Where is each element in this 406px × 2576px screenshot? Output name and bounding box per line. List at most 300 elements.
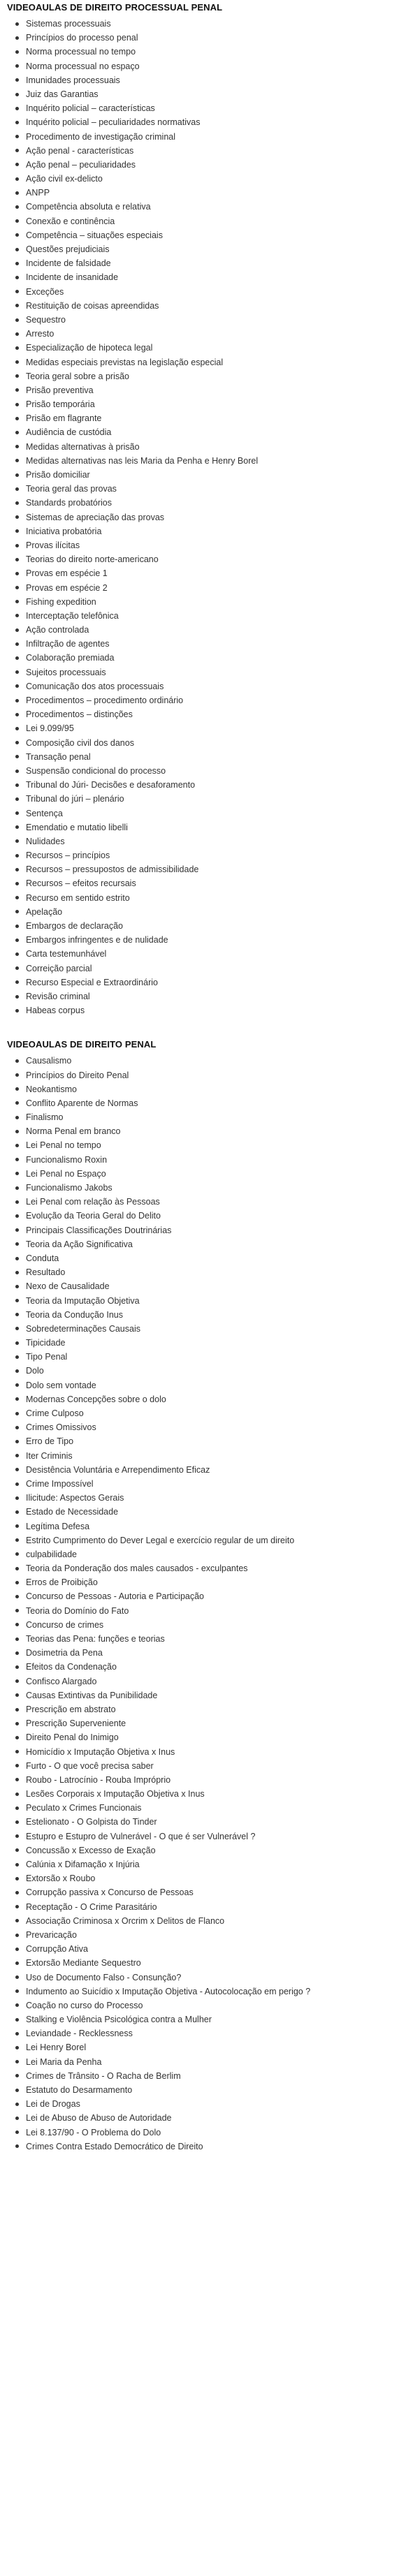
list-item (15, 59, 406, 73)
list-item (15, 707, 406, 721)
list-item (15, 1971, 406, 1985)
list-item (15, 1195, 406, 1209)
lesson-title: Teorias das Pena: funções e teorias (26, 1634, 165, 1644)
list-item (15, 1561, 406, 1575)
lesson-title: Dolo sem vontade (26, 1380, 96, 1390)
list-item (15, 369, 406, 383)
list-item (15, 1589, 406, 1603)
lesson-title: Lei Henry Borel (26, 2043, 87, 2053)
list-item (15, 1632, 406, 1646)
lesson-title: Recursos – pressupostos de admissibilidade (26, 864, 199, 875)
list-item (15, 1575, 406, 1589)
list-item (15, 764, 406, 778)
lesson-title: Associação Criminosa x Orcrim x Delitos de Flanco (26, 1915, 225, 1926)
lesson-title: Procedimentos – procedimento ordinário (26, 695, 184, 705)
list-item (15, 1716, 406, 1730)
lesson-title: Tipicidade (26, 1338, 66, 1348)
lesson-title: Iniciativa probatória (26, 526, 102, 536)
lesson-title: culpabilidade (26, 1549, 77, 1559)
lesson-title: Recursos – princípios (26, 851, 110, 861)
lesson-title: Revisão criminal (26, 991, 90, 1001)
list-item (15, 186, 406, 200)
list-item (15, 468, 406, 482)
list-item (15, 2040, 406, 2054)
list-item (15, 313, 406, 327)
list-item (15, 2012, 406, 2026)
list-item (15, 482, 406, 496)
list-item (15, 1533, 406, 1547)
list-item (15, 1308, 406, 1322)
lesson-title: Corrupção Ativa (26, 1944, 88, 1955)
list-item (15, 1110, 406, 1124)
lesson-title: Desistência Voluntária e Arrependimento Eficaz (26, 1464, 210, 1475)
list-item (15, 285, 406, 299)
list-item (15, 1505, 406, 1519)
lesson-title: Corrupção passiva x Concurso de Pessoas (26, 1887, 194, 1898)
section-title: VIDEOAULAS DE DIREITO PROCESSUAL PENAL (7, 2, 223, 13)
list-item (15, 341, 406, 355)
lesson-title: Lei Maria da Penha (26, 2056, 102, 2067)
list-item (15, 1294, 406, 1308)
lesson-title: Modernas Concepções sobre o dolo (26, 1394, 166, 1404)
lesson-title: Norma processual no tempo (26, 47, 136, 57)
lesson-title: Extorsão Mediante Sequestro (26, 1958, 141, 1968)
list-item (15, 1801, 406, 1815)
section-processual-penal (7, 1, 406, 1017)
list-item (15, 411, 406, 425)
list-item (15, 144, 406, 158)
lesson-title: Medidas alternativas nas leis Maria da Penha e Henry Borel (26, 455, 259, 466)
list-item (15, 1449, 406, 1463)
list-item (15, 17, 406, 31)
list-item (15, 425, 406, 439)
list-item (15, 1138, 406, 1152)
lesson-title: Teoria da Imputação Objetiva (26, 1295, 140, 1306)
lesson-title: Lei 8.137/90 - O Problema do Dolo (26, 2127, 161, 2137)
list-item (15, 158, 406, 172)
lesson-title: Lei Penal no tempo (26, 1140, 101, 1151)
lesson-title: Tribunal do Júri- Decisões e desaforamento (26, 780, 196, 790)
lesson-title: Iter Criminis (26, 1450, 73, 1461)
list-item (15, 2069, 406, 2083)
lesson-title: Emendatio e mutatio libelli (26, 822, 128, 832)
lesson-title: Questões prejudiciais (26, 244, 110, 254)
list-item (15, 665, 406, 679)
list-item (15, 440, 406, 454)
list-item (15, 1434, 406, 1448)
list-item (15, 933, 406, 947)
lesson-title: Arresto (26, 329, 55, 339)
lesson-title: Recurso Especial e Extraordinário (26, 977, 158, 987)
list-item (15, 848, 406, 862)
lesson-title: Lei Penal no Espaço (26, 1168, 106, 1179)
lesson-title: Calúnia x Difamação x Injúria (26, 1860, 140, 1869)
list-item (15, 101, 406, 115)
lesson-title: Finalismo (26, 1112, 64, 1123)
list-item (15, 1660, 406, 1674)
list-item (15, 1124, 406, 1138)
list-item (15, 1942, 406, 1956)
lesson-title: Lei Penal com relação às Pessoas (26, 1197, 160, 1207)
list-item (15, 566, 406, 580)
list-item (15, 1618, 406, 1632)
lesson-title: Ação civil ex-delicto (26, 174, 103, 184)
lesson-title: Sentença (26, 808, 63, 818)
lesson-title: Efeitos da Condenação (26, 1662, 117, 1672)
lesson-title: Inquérito policial – peculiaridades normativas (26, 117, 201, 128)
lesson-title: Norma processual no espaço (26, 61, 140, 71)
list-item (15, 130, 406, 144)
list-item (15, 1420, 406, 1434)
list-item (15, 115, 406, 129)
lesson-title: Sistemas processuais (26, 19, 111, 29)
lesson-title: Coação no curso do Processo (26, 2000, 143, 2010)
list-item (15, 736, 406, 750)
lesson-title: Crimes Contra Estado Democrático de Direito (26, 2141, 203, 2151)
list-item (15, 750, 406, 764)
list-item (15, 2140, 406, 2154)
lesson-title: Sistemas de apreciação das provas (26, 512, 165, 522)
list-item (15, 989, 406, 1003)
section-spacer (7, 1017, 406, 1038)
list-item (15, 976, 406, 989)
lesson-title: Concussão x Excesso de Exação (26, 1845, 156, 1855)
lesson-title: Exceções (26, 286, 64, 297)
lesson-title: Prisão temporária (26, 399, 95, 410)
lesson-title: Teoria geral sobre a prisão (26, 371, 129, 381)
list-item (15, 383, 406, 397)
lesson-title: Neokantismo (26, 1084, 77, 1094)
list-item (15, 228, 406, 242)
list-item (15, 891, 406, 905)
lesson-title: Medidas especiais previstas na legislação especial (26, 357, 224, 367)
list-item (15, 1406, 406, 1420)
lesson-title: Conduta (26, 1253, 59, 1263)
lesson-title: Homicídio x Imputação Objetiva x Inus (26, 1746, 175, 1757)
lesson-title: Crime Culposo (26, 1408, 84, 1418)
list-item (15, 807, 406, 820)
course-list-page (7, 1, 406, 2154)
section-title: VIDEOAULAS DE DIREITO PENAL (7, 1039, 157, 1050)
lesson-title: Comunicação dos atos processuais (26, 681, 164, 691)
lesson-title: Lei de Abuso de Abuso de Autoridade (26, 2113, 172, 2124)
lesson-title: Recurso em sentido estrito (26, 892, 130, 903)
lesson-title: Composição civil dos danos (26, 737, 134, 748)
lesson-title: Ação controlada (26, 625, 89, 635)
lesson-title: Habeas corpus (26, 1006, 85, 1016)
list-item (15, 1604, 406, 1618)
list-item (15, 581, 406, 595)
list-item (15, 792, 406, 806)
lesson-title: Principais Classificações Doutrinárias (26, 1225, 172, 1235)
section-direito-penal (7, 1038, 406, 2154)
list-item (15, 45, 406, 59)
list-item (15, 172, 406, 186)
list-item (15, 2111, 406, 2125)
list-item (15, 1985, 406, 1999)
list-item (15, 721, 406, 735)
lesson-title: Sobredeterminações Causais (26, 1323, 140, 1334)
lesson-title: Lei 9.099/95 (26, 723, 74, 734)
list-item (15, 1251, 406, 1265)
lesson-title: Funcionalismo Jakobs (26, 1183, 113, 1193)
list-item (15, 242, 406, 256)
lesson-title: Provas ilícitas (26, 540, 80, 550)
lesson-title: Funcionalismo Roxin (26, 1154, 108, 1165)
list-item (15, 1830, 406, 1843)
list-item (15, 1745, 406, 1759)
list-item (15, 1857, 406, 1871)
list-item (15, 1491, 406, 1505)
list-item (15, 2026, 406, 2040)
lesson-title: Prescrição Superveniente (26, 1718, 126, 1729)
list-item (15, 1773, 406, 1787)
list-item (15, 1477, 406, 1491)
lesson-title: Prevaricação (26, 1929, 77, 1940)
lesson-title: Ação penal - características (26, 145, 134, 156)
list-item (15, 919, 406, 933)
list-item (15, 1928, 406, 1942)
list-item (15, 1675, 406, 1688)
lesson-title: Concurso de crimes (26, 1619, 104, 1630)
list-item (15, 1068, 406, 1082)
list-item (15, 1378, 406, 1392)
list-item (15, 1392, 406, 1406)
lesson-list (7, 1054, 406, 2154)
list-item (15, 200, 406, 214)
lesson-title: Causalismo (26, 1056, 72, 1066)
list-item (15, 651, 406, 665)
list-item (15, 1843, 406, 1857)
list-item (15, 1999, 406, 2012)
lesson-title: Provas em espécie 1 (26, 568, 108, 579)
lesson-title: Imunidades processuais (26, 75, 120, 85)
list-item (15, 1209, 406, 1223)
list-item (15, 1815, 406, 1829)
list-item (15, 1787, 406, 1801)
lesson-title: Leviandade - Recklessness (26, 2029, 133, 2039)
lesson-title: Transação penal (26, 751, 91, 762)
lesson-title: Erro de Tipo (26, 1436, 74, 1447)
list-item (15, 1871, 406, 1885)
lesson-title: Princípios do Direito Penal (26, 1070, 129, 1080)
lesson-title: Teoria da Ponderação dos males causados - exculpantes (26, 1563, 248, 1574)
lesson-title: Roubo - Latrocínio - Rouba Impróprio (26, 1774, 171, 1785)
lesson-title: Procedimentos – distinções (26, 709, 133, 720)
lesson-title: Estatuto do Desarmamento (26, 2085, 133, 2095)
list-item (15, 1153, 406, 1167)
list-item (15, 862, 406, 876)
list-item (15, 454, 406, 468)
lesson-title: Standards probatórios (26, 498, 112, 508)
list-item (15, 1519, 406, 1533)
list-item (15, 637, 406, 651)
lesson-title: Embargos infringentes e de nulidade (26, 935, 168, 945)
list-item (15, 623, 406, 637)
list-item (15, 905, 406, 919)
lesson-title: Norma Penal em branco (26, 1126, 121, 1137)
lesson-title: Incidente de falsidade (26, 258, 111, 269)
lesson-title: Furto - O que você precisa saber (26, 1760, 154, 1771)
list-item (15, 510, 406, 524)
list-item (15, 609, 406, 623)
lesson-title: Prisão domiciliar (26, 470, 90, 480)
list-item (15, 1759, 406, 1773)
lesson-title: Correição parcial (26, 963, 92, 973)
lesson-title: Dolo (26, 1366, 44, 1376)
list-item (15, 1730, 406, 1744)
lesson-title: Procedimento de investigação criminal (26, 131, 175, 142)
lesson-title: Fishing expedition (26, 596, 96, 607)
lesson-title: Erros de Proibição (26, 1577, 98, 1588)
list-item (15, 1900, 406, 1914)
list-item (15, 595, 406, 609)
list-item (15, 2126, 406, 2140)
lesson-title: Lesões Corporais x Imputação Objetiva x Inus (26, 1789, 205, 1799)
lesson-title: Confisco Alargado (26, 1676, 97, 1686)
lesson-title: Estelionato - O Golpista do Tinder (26, 1817, 157, 1827)
list-item (15, 496, 406, 510)
lesson-title: Teoria geral das provas (26, 484, 117, 494)
lesson-title: Prisão em flagrante (26, 413, 102, 424)
lesson-title: Direito Penal do Inimigo (26, 1732, 119, 1743)
list-item (15, 1265, 406, 1279)
list-item (15, 1702, 406, 1716)
list-item (15, 1279, 406, 1293)
list-item (15, 947, 406, 961)
lesson-title: ANPP (26, 188, 50, 198)
list-item (15, 876, 406, 890)
lesson-title: Tipo Penal (26, 1352, 68, 1362)
lesson-title: Crimes de Trânsito - O Racha de Berlim (26, 2070, 181, 2081)
lesson-title: Causas Extintivas da Punibilidade (26, 1690, 158, 1700)
list-item (15, 1096, 406, 1110)
lesson-title: Dosimetria da Pena (26, 1648, 103, 1658)
lesson-title: Teorias do direito norte-americano (26, 554, 159, 565)
list-item (15, 1885, 406, 1899)
lesson-title: Conexão e continência (26, 216, 115, 226)
list-item (15, 1336, 406, 1350)
lesson-title: Uso de Documento Falso - Consunção? (26, 1972, 182, 1982)
list-item (15, 1322, 406, 1336)
list-item (15, 327, 406, 341)
lesson-title: Ilicitude: Aspectos Gerais (26, 1493, 124, 1503)
lesson-title: Teoria do Domínio do Fato (26, 1605, 129, 1616)
list-item (15, 679, 406, 693)
lesson-title: Estado de Necessidade (26, 1507, 119, 1517)
lesson-title: Carta testemunhável (26, 949, 107, 959)
lesson-title: Restituição de coisas apreendidas (26, 300, 159, 311)
list-item (15, 299, 406, 313)
lesson-title: Conflito Aparente de Normas (26, 1098, 138, 1108)
lesson-title: Legítima Defesa (26, 1521, 90, 1531)
lesson-title: Resultado (26, 1267, 66, 1278)
lesson-title: Concurso de Pessoas - Autoria e Participação (26, 1591, 204, 1602)
lesson-title: Incidente de insanidade (26, 272, 119, 283)
list-item (15, 1688, 406, 1702)
list-item (15, 1463, 406, 1477)
lesson-title: Receptação - O Crime Parasitário (26, 1901, 157, 1912)
lesson-title: Colaboração premiada (26, 653, 115, 663)
lesson-title: Estupro e Estupro de Vulnerável - O que é ser Vulnerável ? (26, 1831, 256, 1841)
list-item (15, 2097, 406, 2111)
list-item (15, 1237, 406, 1251)
lesson-title: Prescrição em abstrato (26, 1704, 116, 1714)
list-item (15, 214, 406, 228)
list-item (15, 962, 406, 976)
list-item (15, 1646, 406, 1660)
list-item (15, 1364, 406, 1378)
lesson-title: Prisão preventiva (26, 385, 94, 395)
list-item (15, 1082, 406, 1096)
lesson-title: Competência – situações especiais (26, 230, 163, 240)
list-item (15, 524, 406, 538)
list-item (15, 1054, 406, 1068)
list-item (15, 1181, 406, 1195)
lesson-title: Embargos de declaração (26, 921, 123, 931)
list-item (15, 538, 406, 552)
list-item (15, 1167, 406, 1181)
lesson-title: Peculato x Crimes Funcionais (26, 1803, 142, 1813)
list-item (15, 355, 406, 369)
list-item (15, 1350, 406, 1364)
list-item (15, 87, 406, 101)
lesson-title: Ação penal – peculiaridades (26, 159, 136, 170)
lesson-title: Evolução da Teoria Geral do Delito (26, 1211, 161, 1221)
list-item (15, 2083, 406, 2097)
lesson-title: Nexo de Causalidade (26, 1281, 110, 1292)
lesson-title: Tribunal do júri – plenário (26, 794, 124, 804)
lesson-title: Indumento ao Suicídio x Imputação Objetiva - Autocolocação em perigo ? (26, 1986, 311, 1996)
list-item (15, 834, 406, 848)
list-item (15, 1547, 406, 1561)
lesson-title: Teoria da Ação Significativa (26, 1239, 133, 1249)
lesson-title: Recursos – efeitos recursais (26, 878, 136, 889)
lesson-title: Sequestro (26, 314, 66, 325)
lesson-title: Crime Impossível (26, 1478, 94, 1489)
lesson-title: Crimes Omissivos (26, 1422, 96, 1433)
lesson-title: Princípios do processo penal (26, 33, 138, 43)
lesson-title: Suspensão condicional do processo (26, 765, 166, 776)
lesson-title: Sujeitos processuais (26, 667, 106, 677)
lesson-title: Lei de Drogas (26, 2099, 80, 2110)
list-item (15, 270, 406, 284)
list-item (15, 552, 406, 566)
lesson-title: Provas em espécie 2 (26, 582, 108, 593)
lesson-title: Apelação (26, 906, 63, 917)
list-item (15, 693, 406, 707)
list-item (15, 820, 406, 834)
list-item (15, 1223, 406, 1237)
list-item (15, 397, 406, 411)
list-item (15, 31, 406, 45)
lesson-title: Interceptação telefônica (26, 610, 119, 621)
lesson-title: Stalking e Violência Psicológica contra a Mulher (26, 2015, 212, 2025)
list-item (15, 73, 406, 87)
list-item (15, 1914, 406, 1928)
lesson-list (7, 17, 406, 1017)
list-item (15, 2055, 406, 2069)
lesson-title: Extorsão x Roubo (26, 1874, 96, 1884)
lesson-title: Estrito Cumprimento do Dever Legal e exercício regular de um direito (26, 1535, 295, 1545)
list-item (15, 1003, 406, 1017)
lesson-title: Inquérito policial – características (26, 103, 155, 114)
lesson-title: Teoria da Condução Inus (26, 1309, 123, 1320)
lesson-title: Especialização de hipoteca legal (26, 343, 153, 353)
lesson-title: Nulidades (26, 836, 65, 846)
lesson-title: Competência absoluta e relativa (26, 202, 151, 212)
lesson-title: Juiz das Garantias (26, 89, 99, 99)
